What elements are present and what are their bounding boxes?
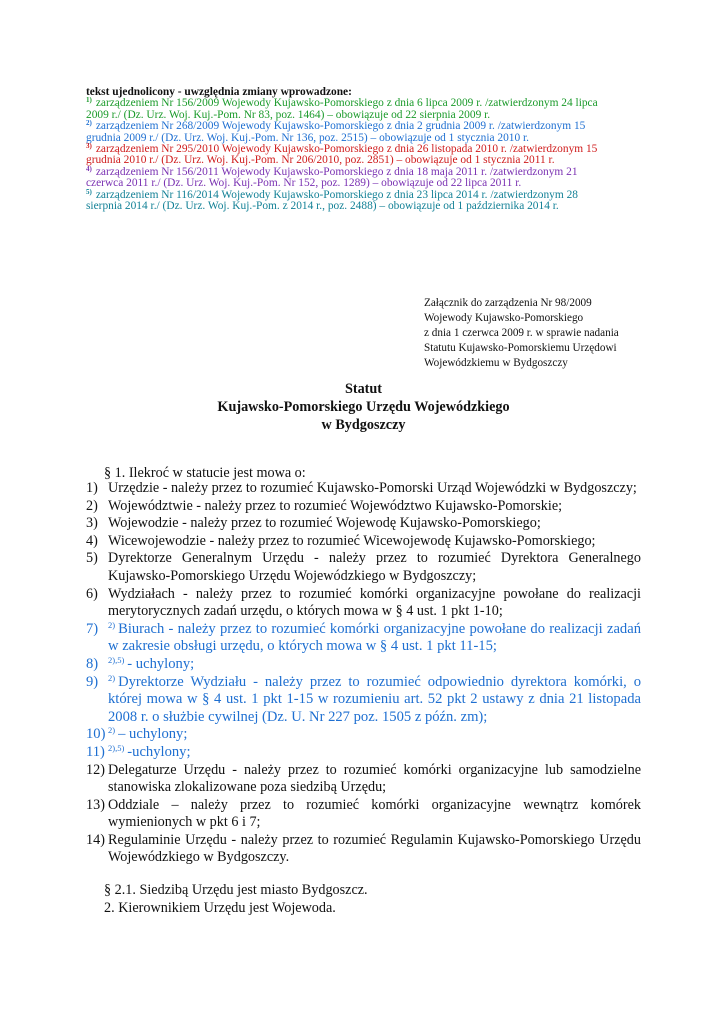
list-item-amended (86, 726, 641, 744)
amendment-item-3 (86, 144, 646, 167)
item-text: Dyrektorze Generalnym Urzędu - należy przez to rozumieć Dyrektora Generalnego Kujawsko-Pomorskiego Urzędu Wojewódzkiego w Bydgoszczy; (108, 550, 641, 584)
item-text: Wicewojewodzie - należy przez to rozumieć Wicewojewodę Kujawsko-Pomorskiego; (108, 532, 596, 549)
amendment-line: 2009 r./ (Dz. Urz. Woj. Kuj.-Pom. Nr 83, poz. 1464) – obowiązuje od 22 sierpnia 2009 r. (86, 108, 491, 121)
amendment-line: czerwca 2011 r./ (Dz. Urz. Woj. Kuj.-Pom. Nr 152, poz. 1289) – obowiązuje od 22 lipca 2011 r. (86, 177, 522, 190)
item-number: 5) (86, 550, 98, 567)
amendment-item-2 (86, 121, 646, 144)
item-text: - uchylony; (127, 655, 195, 672)
list-item (86, 498, 641, 516)
amendment-line: grudnia 2009 r./ (Dz. Urz. Woj. Kuj.-Pom. Nr 136, poz. 2515) – obowiązuje od 1 stycznia 2010 r. (86, 131, 530, 144)
amendment-ref: 2),5) (108, 654, 125, 665)
item-number: 6) (86, 585, 98, 602)
list-item (86, 586, 641, 621)
amendment-line: zarządzeniem Nr 116/2014 Wojewody Kujawsko-Pomorskiego z dnia 23 lipca 2014 r. /zatwierdzonym 28 (95, 188, 578, 201)
annex-line: Wojewódzkiemu w Bydgoszczy (424, 357, 568, 370)
item-text: Wojewodzie - należy przez to rozumieć Wojewodę Kujawsko-Pomorskiego; (108, 515, 541, 532)
item-number: 8) (86, 655, 99, 672)
amendment-marker: 2) (86, 119, 92, 128)
title-line-2: Kujawsko-Pomorskiego Urzędu Wojewódzkiego (217, 399, 510, 415)
list-item (86, 515, 641, 533)
item-number: 2) (86, 497, 98, 514)
item-text: Regulaminie Urzędu - należy przez to rozumieć Regulamin Kujawsko-Pomorskiego Urzędu Wojewódzkiego w Bydgoszczy. (108, 831, 641, 866)
list-item (86, 480, 641, 498)
annex-line: Załącznik do zarządzenia Nr 98/2009 (424, 297, 592, 309)
list-item-amended (86, 621, 641, 656)
amendment-marker: 3) (86, 142, 92, 151)
list-item (86, 533, 641, 551)
amendment-line: sierpnia 2014 r./ (Dz. Urz. Woj. Kuj.-Pom. z 2014 r., poz. 2488) – obowiązuje od 1 października 2014 r. (86, 200, 559, 213)
annex-line: Wojewody Kujawsko-Pomorskiego (424, 312, 584, 325)
section-2-paragraph-1: § 2.1. Siedzibą Urzędu jest miasto Bydgoszcz. (104, 882, 368, 898)
annex-note (424, 296, 654, 371)
item-text: Oddziale – należy przez to rozumieć komórki organizacyjne wewnątrz komórek wymienionych w pkt 6 i 7; (108, 796, 641, 831)
item-text: Delegaturze Urzędu - należy przez to rozumieć komórki organizacyjne lub samodzielne stanowiska zlokalizowane poza siedzibą Urzędu; (108, 761, 641, 796)
amendment-line: zarządzeniem Nr 295/2010 Wojewody Kujawsko-Pomorskiego z dnia 26 listopada 2010 r. /zatwierdzonym 15 (95, 143, 598, 156)
item-number: 12) (86, 761, 105, 778)
section-1-intro: § 1. Ilekroć w statucie jest mowa o: (104, 465, 306, 481)
item-number: 7) (86, 620, 99, 637)
amendment-item-4 (86, 164, 646, 190)
item-number: 14) (86, 831, 105, 848)
document-title (86, 380, 641, 434)
title-line-1: Statut (344, 381, 383, 397)
amendment-ref: 2) (108, 619, 116, 630)
list-item (86, 832, 641, 867)
item-number: 4) (86, 532, 98, 549)
amendments-heading: tekst ujednolicony - uwzględnia zmiany wprowadzone: (86, 86, 352, 98)
list-item-amended (86, 744, 641, 762)
item-text: Dyrektorze Wydziału - należy przez to rozumieć odpowiednio dyrektora komórki, o której mowa w § 4 ust. 1 pkt 1-15 w rozumieniu art. 52 pkt 2 ustawy z dnia 21 listopada 2008 r. o służbie cywilnej (Dz. U. Nr 227 poz. 1505 z późn. zm); (108, 673, 641, 725)
item-number: 10) (86, 726, 106, 743)
amendment-line: grudnia 2010 r./ (Dz. Urz. Woj. Kuj.-Pom. Nr 206/2010, poz. 2851) – obowiązuje od 1 stycznia 2011 r. (86, 154, 555, 167)
item-text: -uchylony; (127, 743, 191, 760)
amendment-ref: 2) (108, 725, 116, 736)
amendment-marker: 1) (86, 96, 92, 105)
item-number: 3) (86, 515, 98, 532)
amendment-ref: 2) (108, 672, 116, 683)
item-text: Województwie - należy przez to rozumieć Województwo Kujawsko-Pomorskie; (108, 497, 563, 514)
list-item (86, 762, 641, 797)
amendment-line: zarządzeniem Nr 156/2009 Wojewody Kujawsko-Pomorskiego z dnia 6 lipca 2009 r. /zatwierdzonym 24 lipca (95, 97, 598, 110)
amendment-line: zarządzeniem Nr 156/2011 Wojewody Kujawsko-Pomorskiego z dnia 18 maja 2011 r. /zatwierdzonym 21 (95, 165, 578, 178)
amendment-marker: 4) (86, 164, 92, 173)
item-number: 1) (86, 480, 98, 496)
item-text: Wydziałach - należy przez to rozumieć komórki organizacyjne powołane do realizacji merytorycznych zadań urzędu, o których mowa w § 4 ust. 1 pkt 1-10; (108, 585, 641, 620)
amendment-item-5 (86, 187, 646, 213)
list-item-amended (86, 674, 641, 727)
amendment-item-1 (86, 98, 646, 121)
item-number: 13) (86, 796, 105, 813)
item-text: Biurach - należy przez to rozumieć komórki organizacyjne powołane do realizacji zadań w zakresie obsługi urzędu, o których mowa w § 4 ust. 1 pkt 11-15; (108, 620, 641, 655)
amendment-line: zarządzeniem Nr 268/2009 Wojewody Kujawsko-Pomorskiego z dnia 2 grudnia 2009 r. /zatwierdzonym 15 (95, 120, 586, 133)
annex-line: Statutu Kujawsko-Pomorskiemu Urzędowi (424, 342, 617, 355)
item-number: 9) (86, 673, 99, 690)
item-text: Urzędzie - należy przez to rozumieć Kujawsko-Pomorski Urząd Wojewódzki w Bydgoszczy; (108, 480, 637, 496)
amendment-ref: 2),5) (108, 742, 125, 753)
title-line-3: w Bydgoszczy (321, 417, 406, 433)
list-item (86, 550, 641, 585)
section-2-paragraph-2: 2. Kierownikiem Urzędu jest Wojewoda. (104, 900, 336, 916)
item-text: – uchylony; (118, 726, 188, 743)
list-item-amended (86, 656, 641, 674)
list-item (86, 797, 641, 832)
definitions-list (86, 480, 641, 867)
item-number: 11) (86, 743, 105, 760)
amendment-marker: 5) (86, 187, 92, 196)
annex-line: z dnia 1 czerwca 2009 r. w sprawie nadania (424, 327, 619, 340)
amendments-block (86, 87, 646, 212)
